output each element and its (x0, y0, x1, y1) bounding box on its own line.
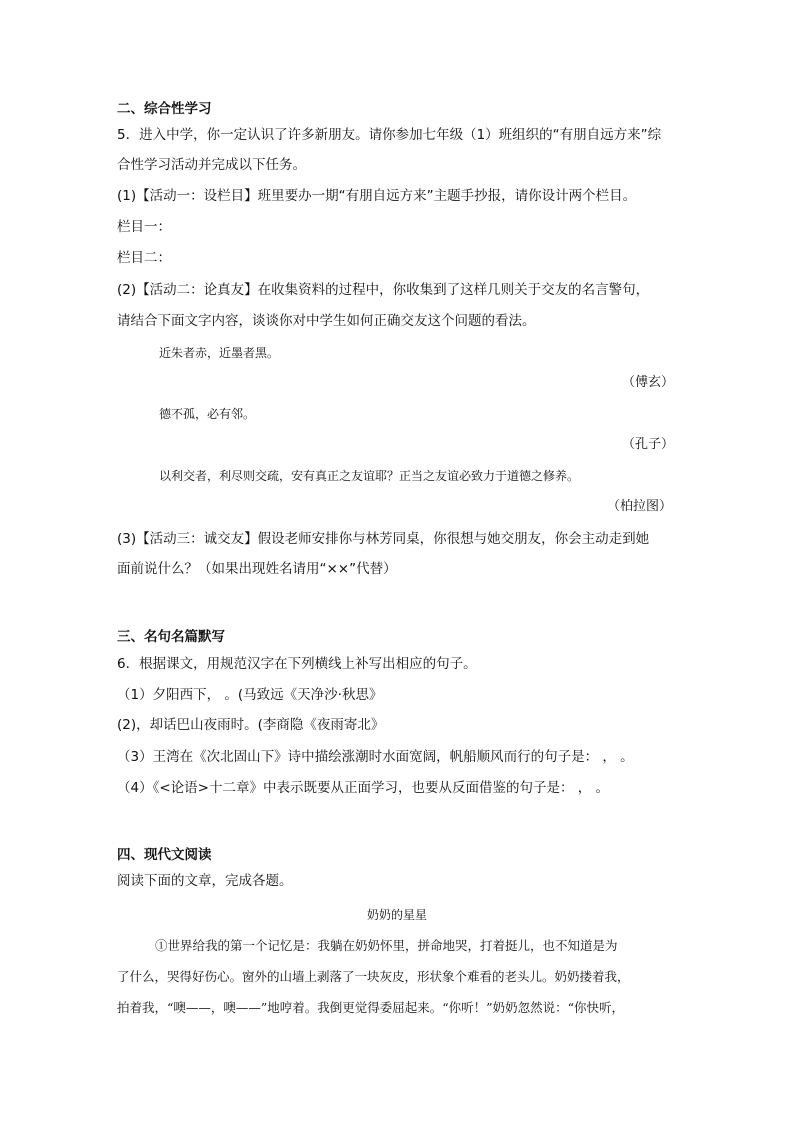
dictation-item-2: (2)，却话巴山夜雨时。(李商隐《夜雨寄北》 (117, 717, 385, 733)
column-1-label: 栏目一： (117, 219, 171, 235)
quote-2: 德不孤，必有邻。 (159, 407, 256, 421)
article-paragraph-1-line-2: 了什么，哭得好伤心。窗外的山墙上剥落了一块灰皮，形状象个难看的老头儿。奶奶搂着我， (117, 969, 630, 984)
section-heading-modern-reading: 四、现代文阅读 (117, 847, 212, 863)
quote-3: 以利交者，利尽则交疏，安有真正之友谊耶？正当之友谊必致力于道德之修养。 (159, 469, 580, 483)
quote-3-source: （柏拉图） (607, 499, 673, 514)
quote-1: 近朱者赤，近墨者黑。 (159, 346, 280, 360)
activity-1-prompt: (1)【活动一：设栏目】班里要办一期“有朋自远方来”主题手抄报，请你设计两个栏目。 (117, 188, 637, 204)
column-2-label: 栏目二： (117, 250, 171, 266)
activity-2-line-1: (2)【活动二：论真友】在收集资料的过程中，你收集到了这样几则关于交友的名言警句， (117, 282, 650, 298)
activity-2-line-2: 请结合下面文字内容，谈谈你对中学生如何正确交友这个问题的看法。 (117, 313, 536, 329)
question-6: 6．根据课文，用规范汉字在下列横线上补写出相应的句子。 (117, 656, 477, 672)
section-heading-comprehensive-study: 二、综合性学习 (117, 101, 212, 117)
dictation-item-1: （1）夕阳西下， 。(马致远《天净沙·秋思》 (117, 687, 383, 703)
reading-instruction: 阅读下面的文章，完成各题。 (117, 873, 293, 889)
quote-1-source: （傅玄） (622, 375, 675, 390)
question-5-line-1: 5．进入中学，你一定认识了许多新朋友。请你参加七年级（1）班组织的“有朋自远方来”综 (117, 127, 662, 143)
dictation-item-3: （3）王湾在《次北固山下》诗中描绘涨潮时水面宽阔，帆船顺风而行的句子是： ， 。 (117, 749, 634, 765)
article-paragraph-1-line-1: ①世界给我的第一个记忆是：我躺在奶奶怀里，拼命地哭，打着挺儿，也不知道是为 (155, 938, 618, 953)
quote-2-source: （孔子） (622, 437, 675, 452)
question-5-line-2: 合性学习活动并完成以下任务。 (117, 157, 306, 173)
article-paragraph-1-line-3: 拍着我，“噢——，噢——”地哼着。我倒更觉得委屈起来。“你听！”奶奶忽然说：“你快听， (117, 1000, 624, 1015)
activity-3-line-1: (3)【活动三：诚交友】假设老师安排你与林芳同桌，你很想与她交朋友，你会主动走到她 (117, 531, 650, 547)
section-heading-dictation: 三、名句名篇默写 (117, 629, 225, 645)
dictation-item-4: （4）《<论语>十二章》中表示既要从正面学习，也要从反面借鉴的句子是： ， 。 (117, 780, 610, 796)
activity-3-line-2: 面前说什么？（如果出现姓名请用“××”代替） (117, 561, 397, 577)
article-title: 奶奶的星星 (366, 908, 427, 922)
